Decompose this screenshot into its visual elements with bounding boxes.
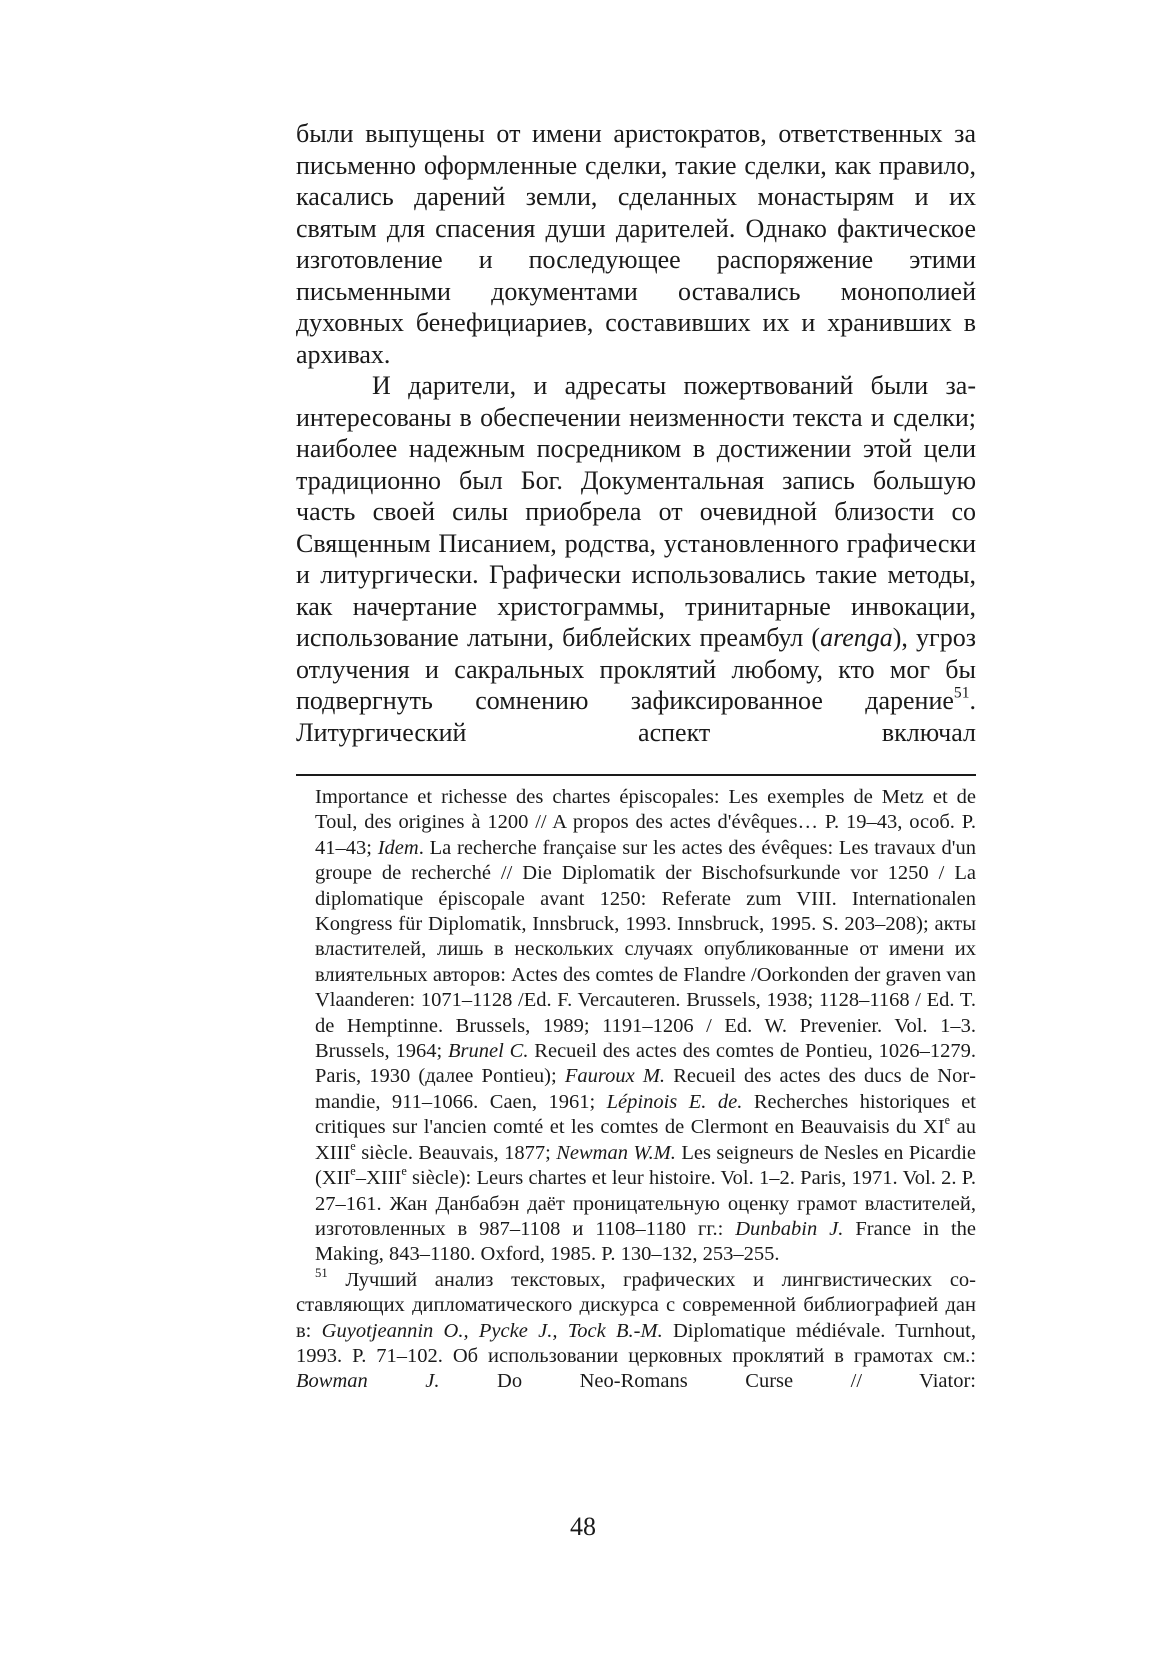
author-name: Bowman J. xyxy=(296,1370,440,1393)
paragraph-1: были выпущены от имени аристократов, ответственных за письменно оформленные сделки, такие сделки, как правило, касались дарений земли, сделанных монастырям и их святым для спасения души дарителей. Однако фактическое изготовление и последующее распоряжение этими письменными документами оставались монополией духовных бенефициариев, составивших их и хранивших в архивах. xyxy=(296,119,976,369)
footnote-text-run: Les seigneurs de Nesles en Picardie (XII xyxy=(315,1141,976,1190)
footnote-text-run: Diplomatique médiévale. Turnhout, 1993. P. 71–102. Об использовании церковных проклятий в грамотах см.: xyxy=(296,1319,976,1367)
footnote-text-run: Importance et richesse des chartes épiscopales: Les exemples de Metz et de Toul, des origines à 1200 // A propos des actes d'évêques… P. 19–43, особ. P. 41–43; xyxy=(315,786,976,859)
footnote-text-run: Recueil des actes des comtes de Pontieu, 1026–1279. Paris, 1930 (далее Pontieu); xyxy=(315,1040,977,1088)
footnote-text-run: –XIII xyxy=(355,1167,402,1190)
main-text xyxy=(296,118,976,748)
footnote-text-run: Recherches historiques et critiques sur l'ancien comté et les comtes de Clermont en Beauvaisis du XI xyxy=(315,1090,976,1139)
footnote-50-continuation xyxy=(296,785,976,1268)
author-name: Dunbabin J. xyxy=(735,1217,844,1240)
footnotes xyxy=(296,785,976,1395)
author-name: Brunel C. xyxy=(448,1040,529,1063)
footnote-text-run: . La recherche française sur les actes des évêques: Les travaux d'un groupe de recherché // Die Diplomatik der Bischofsurkunde vor 1250 / La diplomatique épiscopale avant 1250: Referate zum VIII. Internationalen Kongress für Diplomatik, Innsbruck, 1993. Innsbruck, 1995. S. 203–208); акты властителей, лишь в нескольких случаях опубликованные от имени их влиятельных авторов: Actes des comtes de Flandre /Oorkonden der graven van Vlaanderen: 1071–1128 /Ed. F. Vercauteren. Brussels, 1938; 1128–1168 / Ed. T. de Hemptinne. Brussels, 1989; 1191–1206 / Ed. W. Prevenier. Vol. 1–3. Brussels, 1964; xyxy=(315,836,976,1063)
author-name: Idem xyxy=(377,836,419,859)
century-superscript: e xyxy=(401,1163,407,1178)
footnote-text-run: Recueil des actes des ducs de Normandie, 911–1066. Caen, 1961; xyxy=(315,1065,976,1113)
author-name: Lépinois E. de. xyxy=(606,1090,743,1113)
paragraph-2-text: И дарители, и адресаты пожертвований были заинтересованы в обеспечении неизменности текста и сделки; наиболее надежным посредником в достижении этой цели традиционно был Бог. Документальная запись большую часть своей силы приобрела от очевидной близости со Священным Писанием, родства, установленного графически и литургически. Графически использовались такие методы, как начертание христограммы, тринитарные инвокации, использование латыни, библейских преамбул ( xyxy=(296,371,976,652)
footnote-text-run: Лучший анализ текстовых, графических и лингвистических составляющих дипломатического дискурса с современной библиографией дан в: xyxy=(296,1268,976,1342)
footnote-text-run: France in the Making, 843–1180. Oxford, 1985. P. 130–132, 253–255. xyxy=(315,1217,976,1266)
footnote-51 xyxy=(296,1265,976,1395)
footnote-separator xyxy=(296,774,976,776)
author-name: Newman W.M. xyxy=(556,1141,676,1164)
paragraph-2-text-cont: ), угроз отлучения и сакральных проклятий любому, кто мог бы подвергнуть сомнению зафиксированное дарение xyxy=(296,623,976,715)
century-superscript: e xyxy=(350,1163,356,1178)
footnote-text-run: siècle. Beauvais, 1877; xyxy=(355,1141,557,1164)
page-number: 48 xyxy=(570,1512,596,1541)
term-arenga: arenga xyxy=(820,623,893,652)
paragraph-2 xyxy=(296,370,976,748)
footnote-51-number: 51 xyxy=(315,1265,328,1280)
footnote-ref-51: 51 xyxy=(953,684,970,702)
footnote-text-run: Do Neo-Romans Curse // Viator: xyxy=(439,1370,976,1393)
footnote-text-run: au XIII xyxy=(315,1116,977,1164)
paragraph-2-text-end: . Литургический аспект включал xyxy=(296,686,976,747)
century-superscript: e xyxy=(350,1138,356,1153)
author-name: Guyotjeannin O., Pycke J., Tock B.-M. xyxy=(321,1319,663,1342)
author-name: Fauroux M. xyxy=(564,1065,666,1088)
footnote-text-run: siècle): Leurs chartes et leur histoire. Vol. 1–2. Paris, 1971. Vol. 2. P. 27–161. Жан Данбабэн даёт проницательную оценку грамот властителей, изготовленных в 987–1108 и 1108–1180 гг.: xyxy=(315,1167,976,1240)
century-superscript: e xyxy=(944,1113,951,1128)
